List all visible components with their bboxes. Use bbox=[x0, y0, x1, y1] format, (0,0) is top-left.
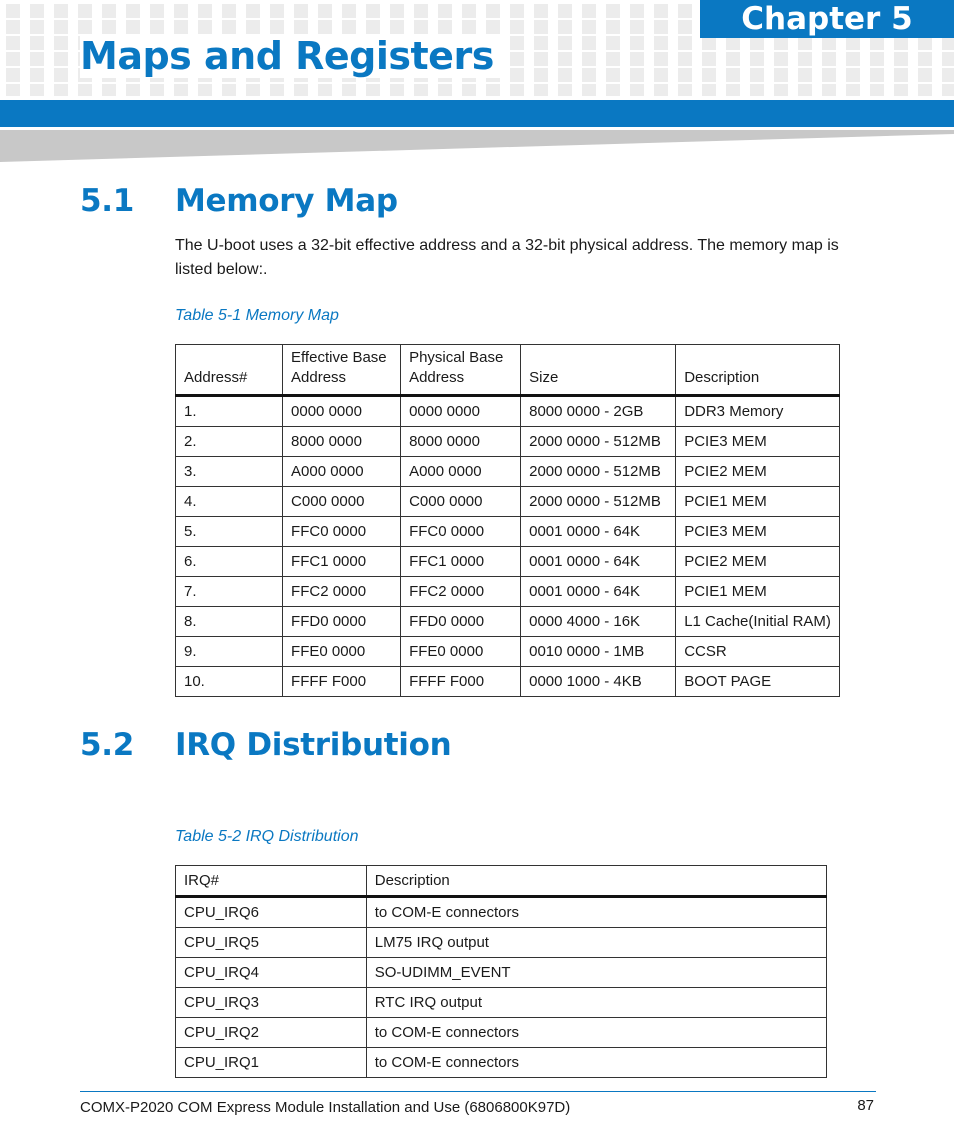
pattern-cell bbox=[534, 4, 548, 18]
section-title: IRQ Distribution bbox=[175, 727, 452, 763]
pattern-cell bbox=[102, 20, 116, 34]
pattern-cell bbox=[798, 52, 812, 66]
table-cell: FFC1 0000 bbox=[401, 547, 521, 577]
pattern-cell bbox=[6, 4, 20, 18]
header-blue-bar bbox=[0, 100, 954, 127]
pattern-cell bbox=[726, 84, 740, 96]
pattern-cell bbox=[294, 20, 308, 34]
column-header: Description bbox=[366, 866, 826, 897]
table-cell: 0001 0000 - 64K bbox=[521, 517, 676, 547]
pattern-cell bbox=[174, 4, 188, 18]
pattern-cell bbox=[558, 4, 572, 18]
section-title: Memory Map bbox=[175, 183, 398, 219]
pattern-cell bbox=[6, 84, 20, 96]
table-row bbox=[176, 897, 827, 928]
table-row bbox=[176, 547, 840, 577]
table-cell: 8000 0000 - 2GB bbox=[521, 396, 676, 427]
pattern-cell bbox=[510, 4, 524, 18]
table-cell: FFE0 0000 bbox=[401, 637, 521, 667]
pattern-cell bbox=[558, 20, 572, 34]
irq-caption: Table 5-2 IRQ Distribution bbox=[175, 828, 359, 845]
table-cell: BOOT PAGE bbox=[676, 667, 840, 697]
page-title: Maps and Registers bbox=[80, 34, 500, 78]
pattern-cell bbox=[822, 36, 836, 50]
memory-map-intro: The U-boot uses a 32-bit effective address and a 32-bit physical address. The memory map is listed below:. bbox=[175, 237, 839, 278]
table-row bbox=[176, 1048, 827, 1078]
pattern-cell bbox=[630, 20, 644, 34]
table-row bbox=[176, 958, 827, 988]
pattern-cell bbox=[606, 84, 620, 96]
table-cell: PCIE1 MEM bbox=[676, 487, 840, 517]
pattern-cell bbox=[678, 4, 692, 18]
pattern-cell bbox=[582, 84, 596, 96]
pattern-cell bbox=[750, 36, 764, 50]
pattern-cell bbox=[630, 4, 644, 18]
table-cell: RTC IRQ output bbox=[366, 988, 826, 1018]
pattern-cell bbox=[606, 20, 620, 34]
table-row bbox=[176, 637, 840, 667]
table-cell: 7. bbox=[176, 577, 283, 607]
pattern-cell bbox=[702, 52, 716, 66]
table-cell: 8000 0000 bbox=[401, 427, 521, 457]
pattern-cell bbox=[678, 36, 692, 50]
pattern-cell bbox=[702, 68, 716, 82]
table-cell: 0000 4000 - 16K bbox=[521, 607, 676, 637]
pattern-cell bbox=[582, 20, 596, 34]
table-cell: 1. bbox=[176, 396, 283, 427]
table-cell: to COM-E connectors bbox=[366, 897, 826, 928]
pattern-cell bbox=[54, 84, 68, 96]
table-header-row bbox=[176, 866, 827, 897]
pattern-cell bbox=[462, 4, 476, 18]
table-cell: C000 0000 bbox=[401, 487, 521, 517]
pattern-cell bbox=[942, 36, 954, 50]
table-cell: A000 0000 bbox=[283, 457, 401, 487]
table-cell: 2000 0000 - 512MB bbox=[521, 457, 676, 487]
table-cell: 8000 0000 bbox=[283, 427, 401, 457]
pattern-cell bbox=[486, 20, 500, 34]
table-cell: CPU_IRQ4 bbox=[176, 958, 367, 988]
pattern-cell bbox=[246, 84, 260, 96]
pattern-cell bbox=[582, 36, 596, 50]
section-heading-irq-distribution bbox=[80, 727, 451, 763]
table-cell: 8. bbox=[176, 607, 283, 637]
table-row bbox=[176, 577, 840, 607]
pattern-cell bbox=[846, 52, 860, 66]
pattern-cell bbox=[798, 68, 812, 82]
pattern-cell bbox=[654, 68, 668, 82]
pattern-cell bbox=[6, 36, 20, 50]
pattern-cell bbox=[750, 52, 764, 66]
table-cell: FFD0 0000 bbox=[283, 607, 401, 637]
chapter-tab: Chapter 5 bbox=[700, 0, 954, 38]
pattern-cell bbox=[798, 84, 812, 96]
pattern-cell bbox=[54, 4, 68, 18]
pattern-cell bbox=[198, 20, 212, 34]
memory-map-table bbox=[175, 344, 840, 697]
pattern-cell bbox=[54, 36, 68, 50]
pattern-cell bbox=[78, 4, 92, 18]
pattern-cell bbox=[822, 52, 836, 66]
pattern-cell bbox=[558, 52, 572, 66]
pattern-cell bbox=[798, 36, 812, 50]
pattern-cell bbox=[78, 84, 92, 96]
pattern-cell bbox=[702, 36, 716, 50]
pattern-cell bbox=[582, 4, 596, 18]
pattern-cell bbox=[678, 84, 692, 96]
table-cell: 2000 0000 - 512MB bbox=[521, 487, 676, 517]
pattern-cell bbox=[630, 36, 644, 50]
table-cell: FFD0 0000 bbox=[401, 607, 521, 637]
table-cell: 4. bbox=[176, 487, 283, 517]
table-cell: CPU_IRQ6 bbox=[176, 897, 367, 928]
pattern-cell bbox=[198, 84, 212, 96]
table-row bbox=[176, 1018, 827, 1048]
footer-rule bbox=[80, 1091, 876, 1092]
pattern-cell bbox=[774, 36, 788, 50]
pattern-cell bbox=[462, 20, 476, 34]
pattern-cell bbox=[822, 84, 836, 96]
pattern-cell bbox=[606, 36, 620, 50]
table-cell: FFC1 0000 bbox=[283, 547, 401, 577]
pattern-cell bbox=[678, 20, 692, 34]
pattern-cell bbox=[30, 68, 44, 82]
table-cell: CPU_IRQ3 bbox=[176, 988, 367, 1018]
pattern-cell bbox=[558, 68, 572, 82]
pattern-cell bbox=[918, 84, 932, 96]
table-cell: 3. bbox=[176, 457, 283, 487]
pattern-cell bbox=[654, 36, 668, 50]
pattern-cell bbox=[222, 4, 236, 18]
pattern-cell bbox=[126, 20, 140, 34]
table-header-row bbox=[176, 345, 840, 396]
pattern-cell bbox=[270, 4, 284, 18]
pattern-cell bbox=[510, 36, 524, 50]
section-heading-memory-map bbox=[80, 183, 398, 219]
pattern-cell bbox=[630, 52, 644, 66]
pattern-cell bbox=[30, 84, 44, 96]
pattern-cell bbox=[942, 68, 954, 82]
pattern-cell bbox=[510, 84, 524, 96]
pattern-cell bbox=[942, 52, 954, 66]
pattern-cell bbox=[750, 68, 764, 82]
table-cell: 9. bbox=[176, 637, 283, 667]
pattern-cell bbox=[126, 4, 140, 18]
column-header: Effective Base Address bbox=[283, 345, 401, 396]
pattern-cell bbox=[390, 84, 404, 96]
pattern-cell bbox=[822, 68, 836, 82]
page-number: 87 bbox=[857, 1097, 874, 1114]
pattern-cell bbox=[942, 84, 954, 96]
table-cell: PCIE3 MEM bbox=[676, 427, 840, 457]
table-cell: FFC0 0000 bbox=[401, 517, 521, 547]
pattern-cell bbox=[870, 36, 884, 50]
pattern-cell bbox=[462, 84, 476, 96]
pattern-cell bbox=[30, 52, 44, 66]
pattern-cell bbox=[246, 4, 260, 18]
pattern-cell bbox=[438, 84, 452, 96]
pattern-cell bbox=[606, 52, 620, 66]
pattern-cell bbox=[30, 4, 44, 18]
table-cell: to COM-E connectors bbox=[366, 1018, 826, 1048]
pattern-cell bbox=[726, 68, 740, 82]
pattern-cell bbox=[654, 4, 668, 18]
pattern-cell bbox=[630, 84, 644, 96]
table-cell: FFC2 0000 bbox=[401, 577, 521, 607]
column-header: Physical Base Address bbox=[401, 345, 521, 396]
pattern-cell bbox=[294, 84, 308, 96]
pattern-cell bbox=[318, 20, 332, 34]
pattern-cell bbox=[846, 84, 860, 96]
table-cell: 0001 0000 - 64K bbox=[521, 547, 676, 577]
pattern-cell bbox=[870, 68, 884, 82]
pattern-cell bbox=[342, 20, 356, 34]
pattern-cell bbox=[606, 68, 620, 82]
pattern-cell bbox=[366, 84, 380, 96]
pattern-cell bbox=[486, 4, 500, 18]
table-cell: CPU_IRQ1 bbox=[176, 1048, 367, 1078]
table-cell: PCIE3 MEM bbox=[676, 517, 840, 547]
table-row bbox=[176, 457, 840, 487]
pattern-cell bbox=[414, 4, 428, 18]
pattern-cell bbox=[534, 52, 548, 66]
pattern-cell bbox=[654, 84, 668, 96]
table-cell: 5. bbox=[176, 517, 283, 547]
table-cell: PCIE1 MEM bbox=[676, 577, 840, 607]
pattern-cell bbox=[534, 68, 548, 82]
table-cell: PCIE2 MEM bbox=[676, 547, 840, 577]
pattern-cell bbox=[438, 4, 452, 18]
pattern-cell bbox=[414, 84, 428, 96]
memory-map-caption: Table 5-1 Memory Map bbox=[175, 307, 339, 324]
pattern-cell bbox=[30, 36, 44, 50]
table-cell: FFFF F000 bbox=[283, 667, 401, 697]
table-cell: 6. bbox=[176, 547, 283, 577]
pattern-cell bbox=[126, 84, 140, 96]
pattern-cell bbox=[54, 68, 68, 82]
table-row bbox=[176, 928, 827, 958]
table-cell: PCIE2 MEM bbox=[676, 457, 840, 487]
pattern-cell bbox=[774, 68, 788, 82]
section-number: 5.1 bbox=[80, 183, 135, 219]
table-cell: 0010 0000 - 1MB bbox=[521, 637, 676, 667]
pattern-cell bbox=[438, 20, 452, 34]
table-cell: 2. bbox=[176, 427, 283, 457]
pattern-cell bbox=[846, 68, 860, 82]
column-header: Address# bbox=[176, 345, 283, 396]
column-header: Description bbox=[676, 345, 840, 396]
table-cell: 10. bbox=[176, 667, 283, 697]
pattern-cell bbox=[366, 4, 380, 18]
pattern-cell bbox=[894, 84, 908, 96]
pattern-cell bbox=[6, 52, 20, 66]
table-cell: FFE0 0000 bbox=[283, 637, 401, 667]
section-number: 5.2 bbox=[80, 727, 135, 763]
table-cell: L1 Cache(Initial RAM) bbox=[676, 607, 840, 637]
pattern-cell bbox=[174, 84, 188, 96]
pattern-cell bbox=[870, 52, 884, 66]
pattern-cell bbox=[774, 84, 788, 96]
pattern-cell bbox=[654, 20, 668, 34]
pattern-cell bbox=[222, 84, 236, 96]
pattern-cell bbox=[390, 20, 404, 34]
pattern-cell bbox=[174, 20, 188, 34]
table-row bbox=[176, 667, 840, 697]
header-grey-wedge bbox=[0, 130, 954, 162]
pattern-cell bbox=[294, 4, 308, 18]
pattern-cell bbox=[222, 20, 236, 34]
pattern-cell bbox=[654, 52, 668, 66]
table-cell: FFC0 0000 bbox=[283, 517, 401, 547]
pattern-cell bbox=[606, 4, 620, 18]
pattern-cell bbox=[534, 20, 548, 34]
pattern-cell bbox=[894, 36, 908, 50]
table-cell: 2000 0000 - 512MB bbox=[521, 427, 676, 457]
pattern-cell bbox=[342, 4, 356, 18]
pattern-cell bbox=[318, 84, 332, 96]
pattern-cell bbox=[558, 36, 572, 50]
table-cell: C000 0000 bbox=[283, 487, 401, 517]
pattern-cell bbox=[510, 20, 524, 34]
table-row bbox=[176, 396, 840, 427]
pattern-cell bbox=[102, 84, 116, 96]
table-row bbox=[176, 517, 840, 547]
pattern-cell bbox=[102, 4, 116, 18]
pattern-cell bbox=[918, 36, 932, 50]
table-cell: FFC2 0000 bbox=[283, 577, 401, 607]
pattern-cell bbox=[270, 84, 284, 96]
footer-document-title: COMX-P2020 COM Express Module Installation and Use (6806800K97D) bbox=[80, 1099, 571, 1116]
pattern-cell bbox=[558, 84, 572, 96]
table-cell: FFFF F000 bbox=[401, 667, 521, 697]
table-cell: 0000 0000 bbox=[401, 396, 521, 427]
pattern-cell bbox=[678, 68, 692, 82]
pattern-cell bbox=[510, 52, 524, 66]
table-cell: LM75 IRQ output bbox=[366, 928, 826, 958]
pattern-cell bbox=[54, 20, 68, 34]
pattern-cell bbox=[6, 20, 20, 34]
table-row bbox=[176, 988, 827, 1018]
pattern-cell bbox=[366, 20, 380, 34]
pattern-cell bbox=[894, 68, 908, 82]
pattern-cell bbox=[582, 68, 596, 82]
table-row bbox=[176, 607, 840, 637]
pattern-cell bbox=[198, 4, 212, 18]
pattern-cell bbox=[918, 52, 932, 66]
pattern-cell bbox=[78, 20, 92, 34]
pattern-cell bbox=[582, 52, 596, 66]
pattern-cell bbox=[6, 68, 20, 82]
pattern-cell bbox=[630, 68, 644, 82]
table-cell: A000 0000 bbox=[401, 457, 521, 487]
pattern-cell bbox=[414, 20, 428, 34]
column-header: Size bbox=[521, 345, 676, 396]
pattern-cell bbox=[678, 52, 692, 66]
table-cell: CCSR bbox=[676, 637, 840, 667]
table-cell: to COM-E connectors bbox=[366, 1048, 826, 1078]
table-cell: 0001 0000 - 64K bbox=[521, 577, 676, 607]
pattern-cell bbox=[726, 52, 740, 66]
table-cell: SO-UDIMM_EVENT bbox=[366, 958, 826, 988]
pattern-cell bbox=[774, 52, 788, 66]
pattern-cell bbox=[150, 4, 164, 18]
table-row bbox=[176, 427, 840, 457]
pattern-cell bbox=[318, 4, 332, 18]
table-cell: 0000 1000 - 4KB bbox=[521, 667, 676, 697]
pattern-cell bbox=[54, 52, 68, 66]
pattern-cell bbox=[726, 36, 740, 50]
pattern-cell bbox=[870, 84, 884, 96]
pattern-cell bbox=[702, 84, 716, 96]
table-row bbox=[176, 487, 840, 517]
pattern-cell bbox=[894, 52, 908, 66]
pattern-cell bbox=[246, 20, 260, 34]
pattern-cell bbox=[390, 4, 404, 18]
table-cell: CPU_IRQ5 bbox=[176, 928, 367, 958]
pattern-cell bbox=[150, 84, 164, 96]
pattern-cell bbox=[918, 68, 932, 82]
pattern-cell bbox=[510, 68, 524, 82]
pattern-cell bbox=[486, 84, 500, 96]
pattern-cell bbox=[750, 84, 764, 96]
pattern-cell bbox=[534, 36, 548, 50]
pattern-cell bbox=[534, 84, 548, 96]
column-header: IRQ# bbox=[176, 866, 367, 897]
table-cell: CPU_IRQ2 bbox=[176, 1018, 367, 1048]
table-cell: 0000 0000 bbox=[283, 396, 401, 427]
pattern-cell bbox=[270, 20, 284, 34]
pattern-cell bbox=[30, 20, 44, 34]
pattern-cell bbox=[342, 84, 356, 96]
table-cell: DDR3 Memory bbox=[676, 396, 840, 427]
pattern-cell bbox=[150, 20, 164, 34]
pattern-cell bbox=[846, 36, 860, 50]
irq-table bbox=[175, 865, 827, 1078]
